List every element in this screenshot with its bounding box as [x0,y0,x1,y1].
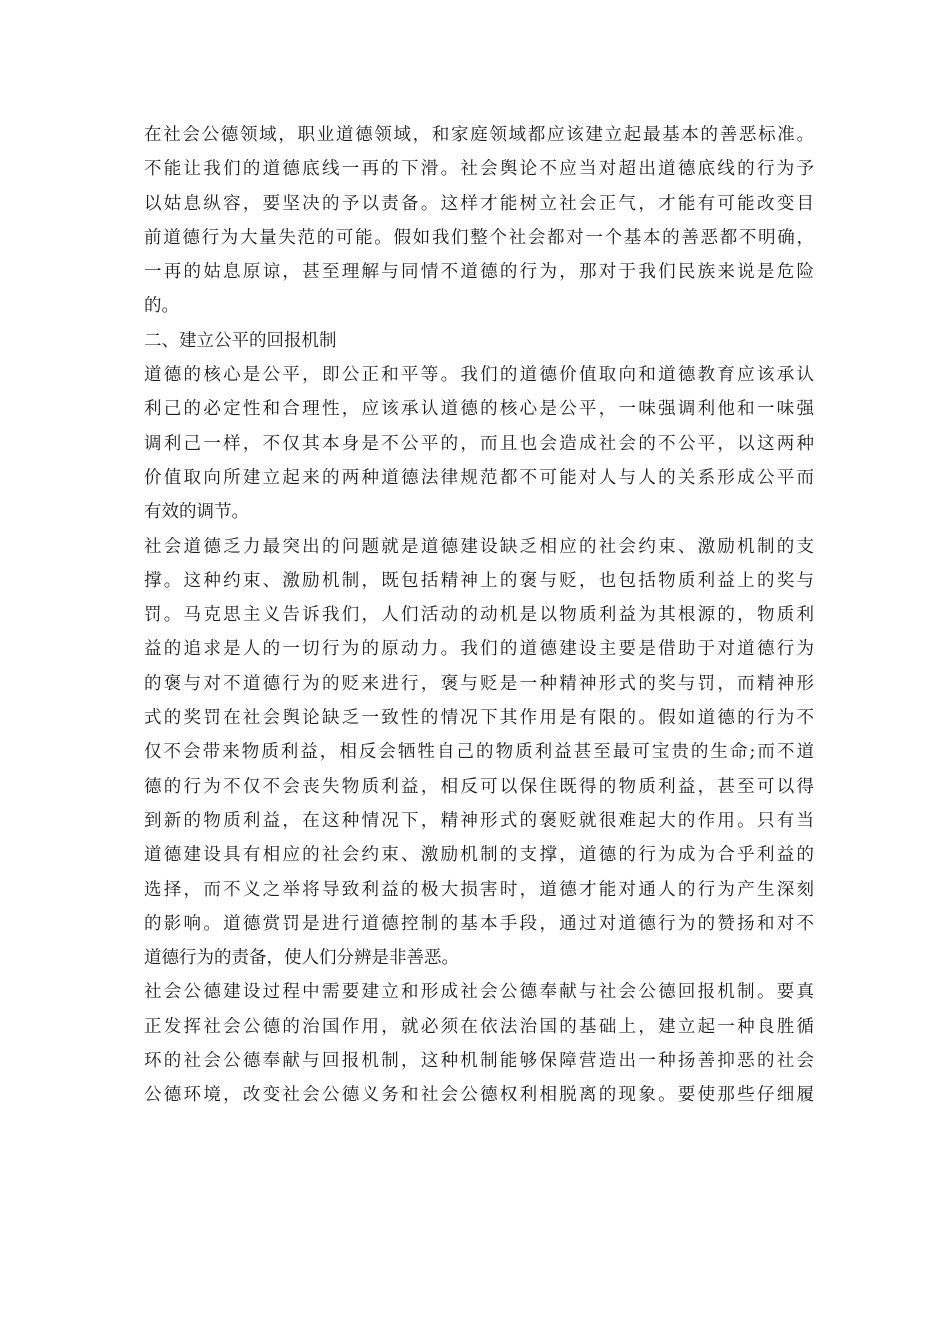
text-line: 式的奖罚在社会舆论缺乏一致性的情况下其作用是有限的。假如道德的行为不 [144,708,814,729]
text-line: 德的行为不仅不会丧失物质利益，相反可以保住既得的物质利益，甚至可以得 [144,776,814,797]
text-line: 到新的物质利益，在这种情况下，精神形式的褒贬就很难起大的作用。只有当 [144,810,814,831]
text-line: 的。 [144,296,179,317]
text-line: 调利己一样，不仅其本身是不公平的，而且也会造成社会的不公平，以这两种 [144,433,814,454]
text-line: 的褒与对不道德行为的贬来进行，褒与贬是一种精神形式的奖与罚，而精神形 [144,673,814,694]
text-line: 环的社会公德奉献与回报机制，这种机制能够保障营造出一种扬善抑恶的社会 [144,1051,814,1072]
text-line: 撑。这种约束、激励机制，既包括精神上的褒与贬，也包括物质利益上的奖与 [144,570,814,591]
text-line: 不能让我们的道德底线一再的下滑。社会舆论不应当对超出道德底线的行为予 [144,159,814,180]
text-line: 的影响。道德赏罚是进行道德控制的基本手段，通过对道德行为的赞扬和对不 [144,913,814,934]
section-heading: 二、建立公平的回报机制 [144,330,337,351]
text-line: 公德环境，改变社会公德义务和社会公德权利相脱离的现象。要使那些仔细履 [144,1085,814,1106]
text-line: 以姑息纵容，要坚决的予以责备。这样才能树立社会正气，才能有可能改变目 [144,193,814,214]
text-line: 前道德行为大量失范的可能。假如我们整个社会都对一个基本的善恶都不明确， [144,227,814,248]
text-line: 仅不会带来物质利益，相反会牺牲自己的物质利益甚至最可宝贵的生命;而不道 [144,742,814,763]
text-line: 罚。马克思主义告诉我们，人们活动的动机是以物质利益为其根源的，物质利 [144,605,814,626]
text-line: 道德的核心是公平，即公正和平等。我们的道德价值取向和道德教育应该承认 [144,365,814,386]
text-line: 选择，而不义之举将导致利益的极大损害时，道德才能对通人的行为产生深刻 [144,879,814,900]
text-line: 一再的姑息原谅，甚至理解与同情不道德的行为，那对于我们民族来说是危险 [144,262,814,283]
document-body [144,118,814,1113]
text-line: 道德行为的责备，使人们分辨是非善恶。 [144,948,459,969]
text-line: 有效的调节。 [144,502,249,523]
text-line: 正发挥社会公德的治国作用，就必须在依法治国的基础上，建立起一种良胜循 [144,1016,814,1037]
text-line: 社会道德乏力最突出的问题就是道德建设缺乏相应的社会约束、激励机制的支 [144,536,814,557]
text-line: 利己的必定性和合理性，应该承认道德的核心是公平，一味强调利他和一味强 [144,399,814,420]
text-line: 在社会公德领域，职业道德领域，和家庭领域都应该建立起最基本的善恶标准。 [144,125,814,145]
text-line: 益的追求是人的一切行为的原动力。我们的道德建设主要是借助于对道德行为 [144,639,814,660]
text-line: 社会公德建设过程中需要建立和形成社会公德奉献与社会公德回报机制。要真 [144,982,814,1003]
text-line: 价值取向所建立起来的两种道德法律规范都不可能对人与人的关系形成公平而 [144,467,814,488]
text-line: 道德建设具有相应的社会约束、激励机制的支撑，道德的行为成为合乎利益的 [144,845,814,866]
